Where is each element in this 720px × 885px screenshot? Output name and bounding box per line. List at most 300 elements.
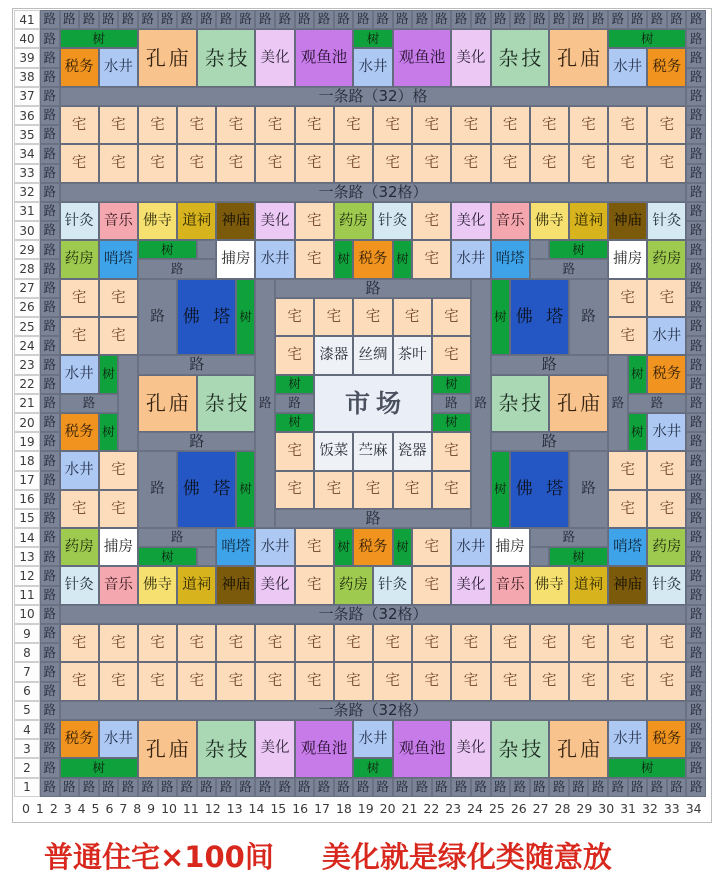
block-fish-pond: 观鱼池 — [295, 29, 354, 87]
block-police-station: 捕房 — [491, 528, 530, 566]
block-house: 宅 — [275, 471, 314, 509]
block-tree: 树 — [99, 355, 119, 393]
block-house: 宅 — [216, 662, 255, 700]
block-taoist-shrine: 道祠 — [177, 202, 216, 240]
block-house: 宅 — [451, 144, 490, 182]
block-road: 路 — [686, 471, 706, 490]
block-house: 宅 — [432, 336, 471, 374]
block-house: 宅 — [569, 106, 608, 144]
block-road: 路 — [686, 279, 706, 298]
block-road: 路 — [588, 10, 608, 29]
block-house: 宅 — [138, 144, 177, 182]
col-label: 28 — [554, 801, 571, 817]
block-house: 宅 — [647, 144, 686, 182]
block-house: 宅 — [99, 106, 138, 144]
block-road: 路 — [432, 394, 471, 413]
block-road: 路 — [686, 547, 706, 566]
row-label: 21 — [14, 394, 40, 413]
block-well: 水井 — [353, 48, 392, 86]
row-label: 12 — [14, 566, 40, 585]
block-decoration: 美化 — [255, 566, 294, 604]
block-house: 宅 — [412, 566, 451, 604]
block-road: 路 — [40, 279, 60, 298]
block-acupuncture: 针灸 — [60, 566, 99, 604]
block-road: 路 — [686, 106, 706, 125]
block-road: 路 — [40, 144, 60, 163]
col-label: 19 — [357, 801, 374, 817]
block-road: 路 — [40, 720, 60, 739]
block-road: 路 — [569, 10, 589, 29]
block-house: 宅 — [608, 106, 647, 144]
row-label: 39 — [14, 48, 40, 67]
block-pagoda: 佛 塔 — [177, 279, 236, 356]
block-road: 路 — [177, 778, 197, 797]
block-road: 路 — [275, 279, 471, 298]
block-road: 路 — [334, 778, 354, 797]
block-house: 宅 — [177, 144, 216, 182]
row-label: 15 — [14, 509, 40, 528]
block-road: 路 — [686, 643, 706, 662]
block-tree: 树 — [628, 413, 648, 451]
city-layout-grid — [14, 10, 706, 821]
block-road: 路 — [451, 778, 471, 797]
block-house: 宅 — [295, 106, 334, 144]
block-police-station: 捕房 — [99, 528, 138, 566]
block-road: 路 — [549, 778, 569, 797]
block-acrobatics: 杂技 — [491, 375, 550, 433]
block-road: 路 — [40, 48, 60, 67]
block-road: 路 — [255, 10, 275, 29]
block-pharmacy: 药房 — [60, 528, 99, 566]
block-road: 路 — [40, 106, 60, 125]
block-road: 路 — [491, 432, 609, 451]
block-road: 路 — [647, 778, 667, 797]
block-road: 路 — [40, 317, 60, 336]
block-road: 路 — [569, 451, 608, 528]
block-police-station: 捕房 — [216, 240, 255, 278]
col-label: 14 — [248, 801, 265, 817]
block-road: 路 — [275, 10, 295, 29]
block-road: 路 — [628, 778, 648, 797]
row-label: 6 — [14, 682, 40, 701]
block-watchtower: 哨塔 — [216, 528, 255, 566]
col-label: 22 — [423, 801, 440, 817]
col-label: 0 — [22, 801, 30, 817]
block-road: 路 — [451, 10, 471, 29]
col-label: 3 — [63, 801, 72, 817]
block-road: 路 — [40, 624, 60, 643]
block-tree: 树 — [138, 240, 197, 259]
block-road: 路 — [138, 778, 158, 797]
block-road: 路 — [686, 605, 706, 624]
block-road: 路 — [686, 758, 706, 777]
block-house: 宅 — [216, 106, 255, 144]
block-road: 路 — [40, 125, 60, 144]
block-house: 宅 — [393, 471, 432, 509]
block-acrobatics: 杂技 — [197, 29, 256, 87]
col-label: 21 — [401, 801, 418, 817]
block-house: 宅 — [451, 624, 490, 662]
block-house: 宅 — [491, 624, 530, 662]
block-house: 宅 — [275, 336, 314, 374]
block-well: 水井 — [99, 720, 138, 758]
block-road: 路 — [138, 259, 216, 278]
block-tree: 树 — [236, 451, 256, 528]
block-road: 路 — [118, 10, 138, 29]
block-road: 路 — [686, 240, 706, 259]
block-house: 宅 — [60, 662, 99, 700]
block-road: 路 — [40, 547, 60, 566]
block-road: 路 — [40, 10, 60, 29]
block-music: 音乐 — [99, 202, 138, 240]
block-road: 路 — [40, 701, 60, 720]
block-road: 路 — [530, 528, 608, 547]
block-well: 水井 — [608, 48, 647, 86]
caption-decoration: 美化就是绿化类随意放 — [321, 839, 612, 874]
col-label: 5 — [91, 801, 100, 817]
block-tree: 树 — [353, 758, 392, 777]
block-house: 宅 — [60, 279, 99, 317]
block-well: 水井 — [255, 528, 294, 566]
block-fish-pond: 观鱼池 — [295, 720, 354, 778]
block-road: 路 — [40, 68, 60, 87]
block-house: 宅 — [412, 106, 451, 144]
block-road: 路 — [40, 394, 60, 413]
block-road: 路 — [686, 125, 706, 144]
block-road: 路 — [40, 259, 60, 278]
block-road — [530, 547, 550, 566]
block-house: 宅 — [60, 144, 99, 182]
block-road: 路 — [314, 10, 334, 29]
row-label: 1 — [14, 778, 40, 797]
block-tree: 树 — [549, 547, 608, 566]
block-road: 路 — [255, 778, 275, 797]
block-road: 路 — [549, 10, 569, 29]
col-label: 26 — [510, 801, 527, 817]
block-house: 宅 — [608, 144, 647, 182]
block-acupuncture: 针灸 — [373, 202, 412, 240]
block-road: 路 — [432, 10, 452, 29]
col-label: 4 — [77, 801, 86, 817]
block-house: 宅 — [608, 279, 647, 317]
col-label: 7 — [119, 801, 128, 817]
block-confucius-temple: 孔庙 — [138, 29, 197, 87]
block-road: 路 — [40, 29, 60, 48]
row-label: 41 — [14, 10, 40, 29]
block-decoration: 美化 — [255, 720, 294, 778]
block-road: 路 — [216, 778, 236, 797]
block-house: 宅 — [647, 279, 686, 317]
row-label: 38 — [14, 68, 40, 87]
row-label: 18 — [14, 451, 40, 470]
city-layout-map — [12, 8, 712, 823]
block-decoration: 美化 — [451, 202, 490, 240]
block-well: 水井 — [60, 355, 99, 393]
col-label: 10 — [161, 801, 177, 817]
block-buddhist-temple: 佛寺 — [138, 566, 177, 604]
block-house: 宅 — [373, 624, 412, 662]
block-house: 宅 — [373, 106, 412, 144]
row-label: 28 — [14, 259, 40, 278]
block-tree: 树 — [393, 240, 413, 278]
block-road: 路 — [686, 202, 706, 221]
block-road: 路 — [99, 10, 119, 29]
block-road: 路 — [40, 355, 60, 374]
block-road: 路 — [686, 739, 706, 758]
block-road: 路 — [393, 10, 413, 29]
block-confucius-temple: 孔庙 — [138, 375, 197, 433]
block-tree: 树 — [491, 279, 511, 356]
block-confucius-temple: 孔庙 — [549, 29, 608, 87]
block-market: 市场 — [314, 375, 432, 433]
block-acupuncture: 针灸 — [60, 202, 99, 240]
block-tree: 树 — [60, 29, 138, 48]
block-tax-office: 税务 — [353, 528, 392, 566]
block-road: 路 — [608, 355, 628, 451]
col-label: 24 — [467, 801, 483, 817]
block-road: 路 — [60, 394, 119, 413]
block-house: 宅 — [295, 240, 334, 278]
block-road: 路 — [647, 10, 667, 29]
block-watchtower: 哨塔 — [608, 528, 647, 566]
block-house: 宅 — [216, 144, 255, 182]
col-label: 31 — [620, 801, 637, 817]
block-road: 路 — [353, 10, 373, 29]
col-label: 15 — [270, 801, 287, 817]
block-road: 路 — [40, 183, 60, 202]
col-label: 27 — [532, 801, 549, 817]
block-confucius-temple: 孔庙 — [549, 375, 608, 433]
row-label: 5 — [14, 701, 40, 720]
block-road: 路 — [40, 375, 60, 394]
block-road: 路 — [158, 10, 178, 29]
block-house: 宅 — [60, 317, 99, 355]
block-road: 路 — [471, 279, 491, 528]
block-road: 一条路（32格） — [60, 183, 687, 202]
row-label: 37 — [14, 87, 40, 106]
block-shrine: 神庙 — [216, 202, 255, 240]
block-shop: 茶叶 — [393, 336, 432, 374]
block-road: 路 — [275, 509, 471, 528]
row-label: 4 — [14, 720, 40, 739]
row-label: 2 — [14, 758, 40, 777]
block-well: 水井 — [99, 48, 138, 86]
block-house: 宅 — [255, 106, 294, 144]
block-road: 路 — [510, 10, 530, 29]
block-pagoda: 佛 塔 — [510, 279, 569, 356]
col-label: 8 — [133, 801, 142, 817]
block-shop: 漆器 — [314, 336, 353, 374]
block-house: 宅 — [412, 144, 451, 182]
block-shop: 瓷器 — [393, 432, 432, 470]
block-police-station: 捕房 — [608, 240, 647, 278]
block-house: 宅 — [412, 240, 451, 278]
block-house: 宅 — [432, 471, 471, 509]
caption-houses: 普通住宅×100间 — [44, 839, 274, 874]
block-confucius-temple: 孔庙 — [549, 720, 608, 778]
block-shop: 苎麻 — [353, 432, 392, 470]
block-acrobatics: 杂技 — [197, 375, 256, 433]
block-house: 宅 — [334, 624, 373, 662]
block-house: 宅 — [608, 490, 647, 528]
block-shop: 丝绸 — [353, 336, 392, 374]
block-pharmacy: 药房 — [334, 202, 373, 240]
block-road: 路 — [686, 144, 706, 163]
col-label: 11 — [182, 801, 199, 817]
block-road: 路 — [40, 202, 60, 221]
col-label: 34 — [685, 801, 702, 817]
block-taoist-shrine: 道祠 — [569, 202, 608, 240]
block-road: 路 — [686, 490, 706, 509]
block-house: 宅 — [432, 298, 471, 336]
block-house: 宅 — [451, 662, 490, 700]
block-pharmacy: 药房 — [334, 566, 373, 604]
block-tree: 树 — [334, 528, 354, 566]
block-tree: 树 — [608, 29, 686, 48]
block-road: 路 — [686, 413, 706, 432]
block-road: 路 — [197, 778, 217, 797]
block-house: 宅 — [275, 298, 314, 336]
block-road: 路 — [686, 375, 706, 394]
block-house: 宅 — [177, 662, 216, 700]
block-road: 路 — [412, 10, 432, 29]
block-road: 路 — [40, 566, 60, 585]
block-road: 路 — [667, 778, 687, 797]
block-house: 宅 — [353, 471, 392, 509]
block-tree: 树 — [334, 240, 354, 278]
block-road: 路 — [686, 778, 706, 797]
block-confucius-temple: 孔庙 — [138, 720, 197, 778]
block-road: 路 — [138, 355, 256, 374]
block-house: 宅 — [295, 528, 334, 566]
block-tree: 树 — [608, 758, 686, 777]
col-label: 30 — [598, 801, 615, 817]
block-watchtower: 哨塔 — [99, 240, 138, 278]
block-house: 宅 — [530, 106, 569, 144]
block-tree: 树 — [432, 375, 471, 394]
block-road: 路 — [79, 778, 99, 797]
block-house: 宅 — [373, 144, 412, 182]
block-well: 水井 — [451, 240, 490, 278]
col-label: 33 — [663, 801, 680, 817]
block-house: 宅 — [99, 317, 138, 355]
block-tree: 树 — [275, 375, 314, 394]
block-road: 路 — [40, 221, 60, 240]
block-road: 路 — [295, 10, 315, 29]
block-road: 路 — [686, 355, 706, 374]
block-road: 路 — [569, 778, 589, 797]
row-label: 9 — [14, 624, 40, 643]
row-label: 36 — [14, 106, 40, 125]
block-road: 路 — [628, 10, 648, 29]
block-acrobatics: 杂技 — [491, 29, 550, 87]
block-house: 宅 — [608, 624, 647, 662]
block-road: 路 — [236, 778, 256, 797]
block-road: 路 — [686, 298, 706, 317]
block-house: 宅 — [608, 451, 647, 489]
block-house: 宅 — [530, 662, 569, 700]
block-road: 路 — [99, 778, 119, 797]
block-taoist-shrine: 道祠 — [569, 566, 608, 604]
row-label: 17 — [14, 471, 40, 490]
block-house: 宅 — [295, 662, 334, 700]
block-house: 宅 — [138, 662, 177, 700]
block-buddhist-temple: 佛寺 — [138, 202, 177, 240]
col-label: 20 — [379, 801, 396, 817]
block-road: 路 — [686, 29, 706, 48]
row-label: 31 — [14, 202, 40, 221]
block-road: 路 — [686, 720, 706, 739]
row-label: 23 — [14, 355, 40, 374]
col-label: 2 — [49, 801, 58, 817]
block-road: 路 — [373, 778, 393, 797]
block-buddhist-temple: 佛寺 — [530, 566, 569, 604]
block-road: 路 — [608, 10, 628, 29]
block-road: 路 — [686, 221, 706, 240]
block-house: 宅 — [569, 624, 608, 662]
block-house: 宅 — [295, 144, 334, 182]
block-pharmacy: 药房 — [647, 240, 686, 278]
block-house: 宅 — [530, 624, 569, 662]
block-house: 宅 — [60, 106, 99, 144]
block-road: 路 — [686, 183, 706, 202]
block-road: 路 — [40, 778, 60, 797]
block-well: 水井 — [60, 451, 99, 489]
block-house: 宅 — [295, 202, 334, 240]
block-tree: 树 — [138, 547, 197, 566]
block-house: 宅 — [334, 106, 373, 144]
block-tree: 树 — [275, 413, 314, 432]
block-tree: 树 — [432, 413, 471, 432]
block-house: 宅 — [569, 662, 608, 700]
block-road: 路 — [40, 605, 60, 624]
block-road: 路 — [177, 10, 197, 29]
block-house: 宅 — [647, 624, 686, 662]
col-label: 29 — [576, 801, 593, 817]
block-tree: 树 — [628, 355, 648, 393]
row-label: 29 — [14, 240, 40, 259]
block-road — [197, 240, 217, 259]
row-label: 24 — [14, 336, 40, 355]
block-road: 路 — [373, 10, 393, 29]
row-label: 35 — [14, 125, 40, 144]
block-house: 宅 — [647, 106, 686, 144]
block-road: 路 — [686, 528, 706, 547]
block-decoration: 美化 — [255, 29, 294, 87]
block-road — [530, 240, 550, 259]
block-tax-office: 税务 — [647, 48, 686, 86]
block-house: 宅 — [412, 528, 451, 566]
block-house: 宅 — [530, 144, 569, 182]
col-label: 6 — [105, 801, 114, 817]
block-tree: 树 — [99, 413, 119, 451]
block-road: 路 — [491, 355, 609, 374]
block-house: 宅 — [451, 106, 490, 144]
block-house: 宅 — [647, 662, 686, 700]
block-house: 宅 — [177, 624, 216, 662]
row-label: 13 — [14, 547, 40, 566]
block-well: 水井 — [353, 720, 392, 758]
block-road: 路 — [471, 10, 491, 29]
row-label: 20 — [14, 413, 40, 432]
block-music: 音乐 — [491, 202, 530, 240]
block-road: 路 — [255, 279, 275, 528]
col-label: 16 — [292, 801, 309, 817]
row-label: 33 — [14, 164, 40, 183]
block-house: 宅 — [647, 490, 686, 528]
block-road: 路 — [40, 758, 60, 777]
block-road: 路 — [530, 10, 550, 29]
